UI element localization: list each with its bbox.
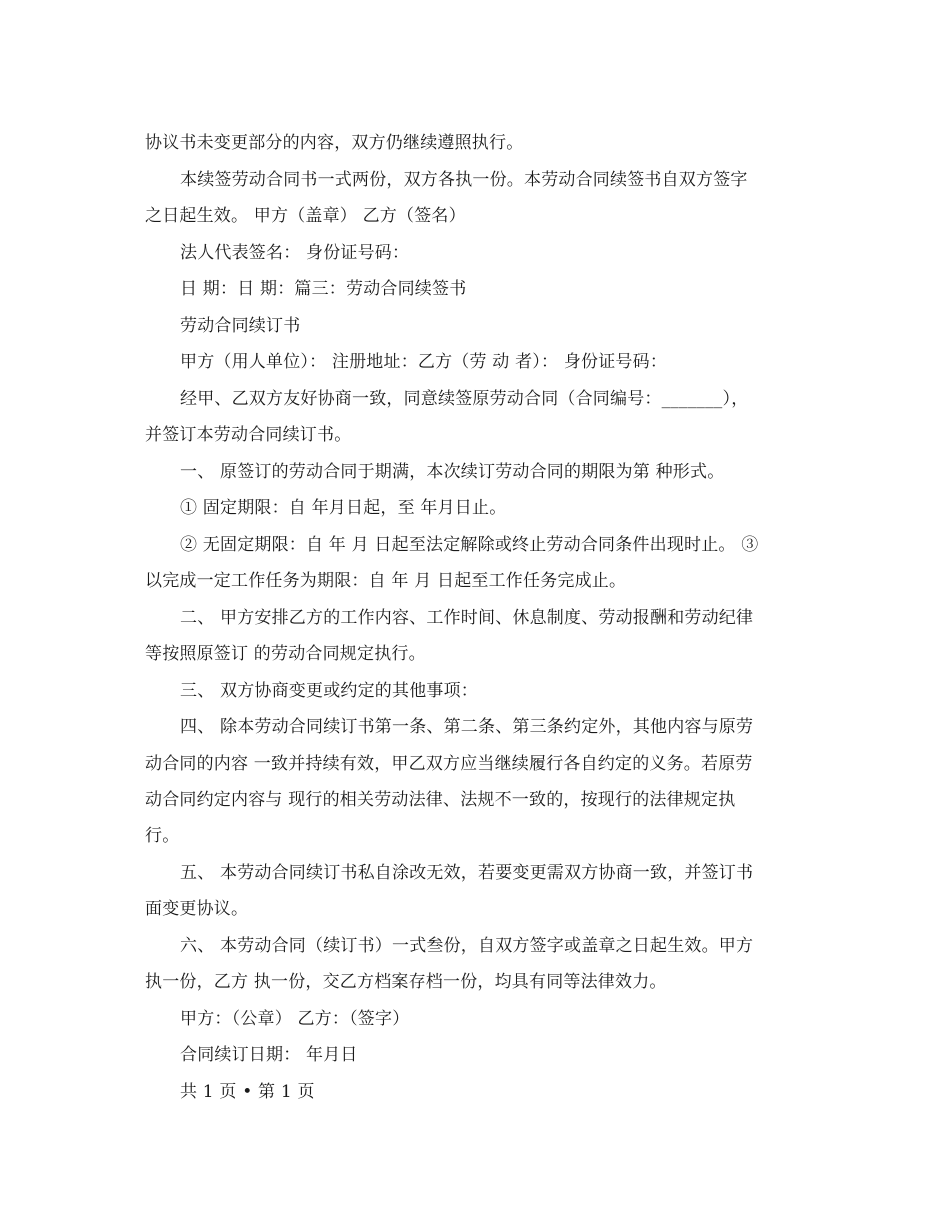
text-line: 动合同的内容 一致并持续有效，甲乙双方应当继续履行各自约定的义务。若原劳	[145, 754, 753, 774]
text-line: ① 固定期限：自 年月日起，至 年月日止。	[180, 498, 507, 518]
text-line: 甲方（用人单位）： 注册地址：乙方（劳 动 者）： 身份证号码：	[180, 352, 668, 372]
text-line: 之日起生效。 甲方（盖章） 乙方（签名）	[145, 206, 466, 226]
page-indicator: 共 1 页 • 第 1 页	[180, 1082, 315, 1102]
text-line: 五、 本劳动合同续订书私自涂改无效，若要变更需双方协商一致，并签订书	[180, 863, 754, 883]
text-line: 协议书未变更部分的内容，双方仍继续遵照执行。	[145, 133, 524, 153]
text-line: ② 无固定期限：自 年 月 日起至法定解除或终止劳动合同条件出现时止。 ③	[180, 535, 759, 555]
text-line: 动合同约定内容与 现行的相关劳动法律、法规不一致的，按现行的法律规定执	[145, 790, 736, 810]
text-line: 法人代表签名： 身份证号码：	[180, 243, 410, 263]
text-line: 六、 本劳动合同（续订书）一式叁份，自双方签字或盖章之日起生效。甲方	[180, 936, 754, 956]
renewal-date-line: 合同续订日期： 年月日	[180, 1045, 358, 1065]
signature-line: 甲方：（公章） 乙方：（签字）	[180, 1009, 410, 1029]
text-line: 三、 双方协商变更或约定的其他事项：	[180, 681, 479, 701]
text-line: 执一份，乙方 执一份，交乙方档案存档一份，均具有同等法律效力。	[145, 972, 667, 992]
text-line: 四、 除本劳动合同续订书第一条、第二条、第三条约定外，其他内容与原劳	[180, 717, 754, 737]
text-line: 二、 甲方安排乙方的工作内容、工作时间、休息制度、劳动报酬和劳动纪律	[180, 608, 754, 628]
section-heading: 劳动合同续订书	[180, 316, 301, 336]
text-line: 行。	[145, 826, 180, 846]
text-line: 以完成一定工作任务为期限：自 年 月 日起至工作任务完成止。	[145, 571, 627, 591]
text-line: 等按照原签订 的劳动合同规定执行。	[145, 644, 426, 664]
text-line: 一、 原签订的劳动合同于期满，本次续订劳动合同的期限为第 种形式。	[180, 462, 725, 482]
text-line: 日 期：日 期：篇三：劳动合同续签书	[180, 279, 467, 299]
text-line: 并签订本劳动合同续订书。	[145, 425, 352, 445]
text-line: 面变更协议。	[145, 899, 249, 919]
text-line: 经甲、乙双方友好协商一致，同意续签原劳动合同（合同编号：_______），	[180, 389, 749, 409]
text-line: 本续签劳动合同书一式两份，双方各执一份。本劳动合同续签书自双方签字	[180, 170, 748, 190]
